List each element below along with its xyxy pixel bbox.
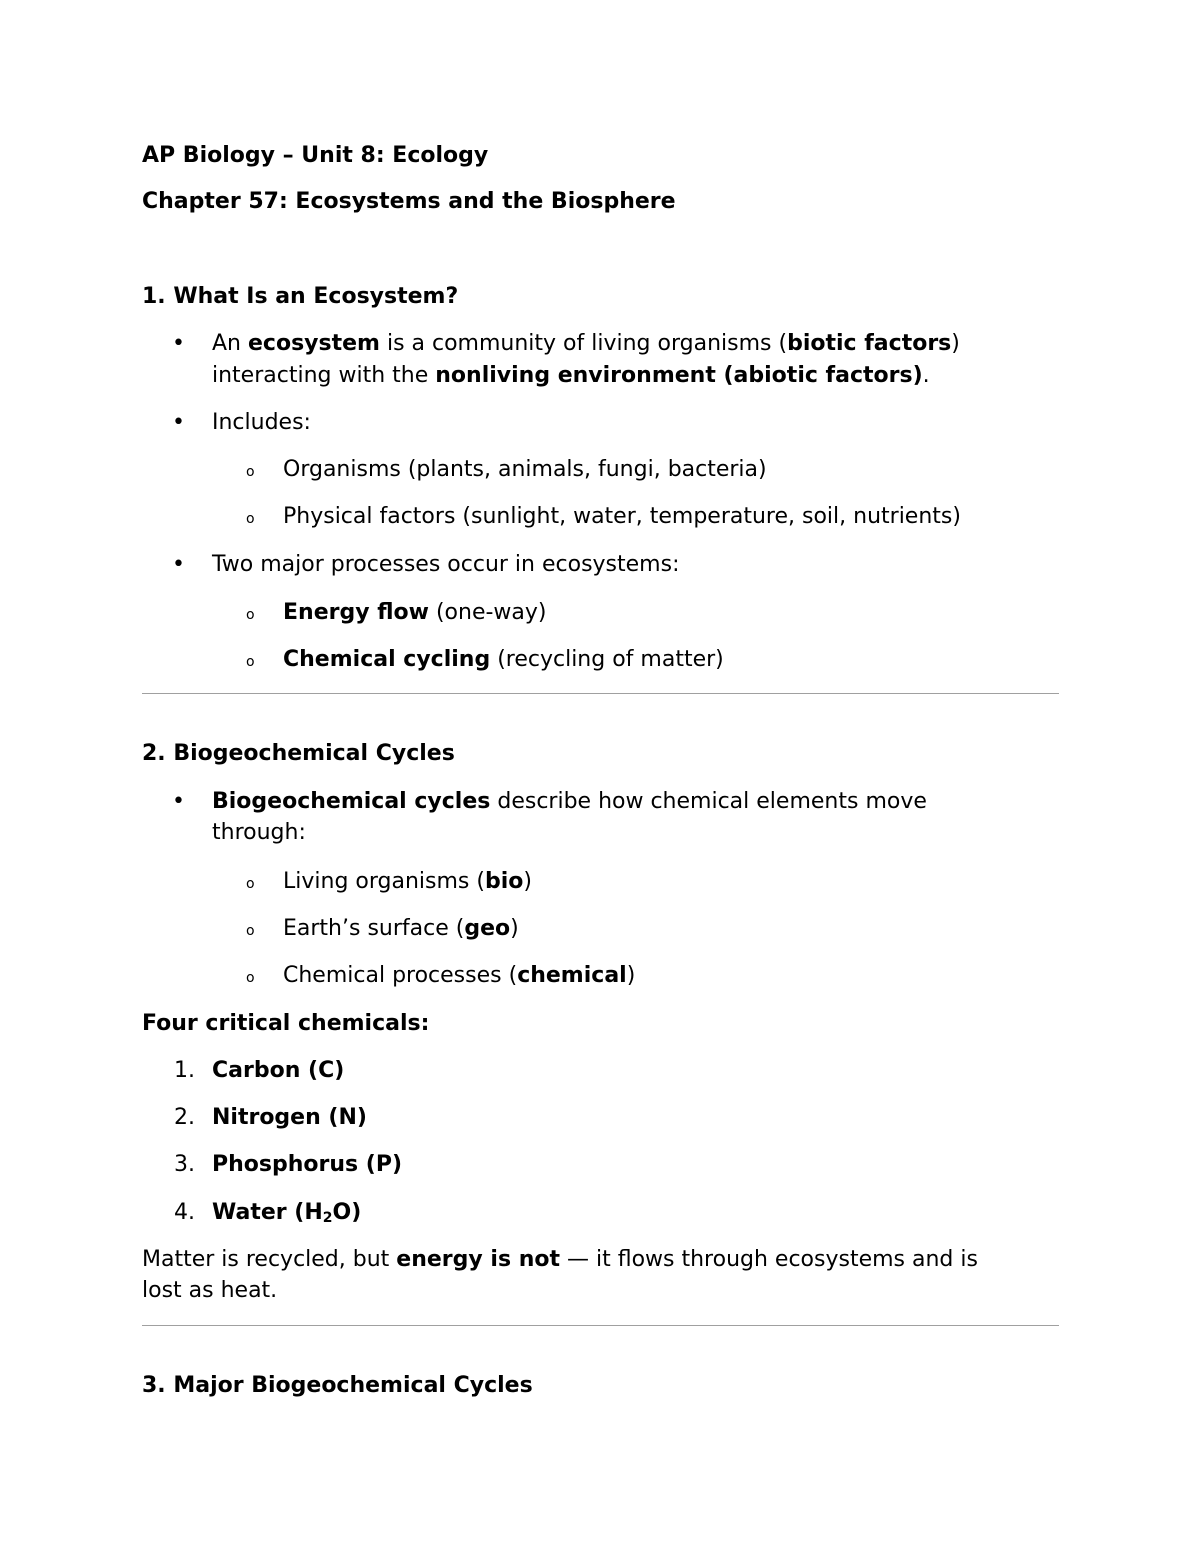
text-run: — it flows through ecosystems and is <box>560 1247 978 1272</box>
document-title: AP Biology – Unit 8: Ecology <box>142 143 489 168</box>
section-1-bullet-1-cont <box>212 360 1058 392</box>
sub-bullet-marker: o <box>246 607 255 623</box>
section-1-bullet-3: Two major processes occur in ecosystems: <box>212 552 680 577</box>
section-1-sub-2: Physical factors (sunlight, water, temperature, soil, nutrients) <box>283 504 961 529</box>
text-run: ) <box>523 869 532 894</box>
closing-paragraph <box>142 1244 1058 1276</box>
sub-bullet-marker: o <box>246 876 255 892</box>
text-run: (recycling of matter) <box>490 647 724 672</box>
term-energy-flow: Energy flow <box>283 600 429 625</box>
horizontal-rule <box>142 693 1059 694</box>
text-run: ) <box>951 331 960 356</box>
bullet-marker: • <box>172 789 185 814</box>
term-biotic-factors: biotic factors <box>787 331 952 356</box>
horizontal-rule <box>142 1325 1059 1326</box>
sub-bullet-marker: o <box>246 464 255 480</box>
section-1-bullet-1 <box>212 328 1058 360</box>
text-run: Water (H <box>212 1200 323 1225</box>
section-2-sub-2 <box>283 913 1058 945</box>
term-energy-is-not: energy is not <box>396 1247 560 1272</box>
text-run: . <box>922 363 930 388</box>
section-1-sub-3 <box>283 597 1058 629</box>
section-1-sub-1: Organisms (plants, animals, fungi, bacteria) <box>283 457 767 482</box>
sub-bullet-marker: o <box>246 923 255 939</box>
four-chemicals-heading: Four critical chemicals: <box>142 1011 430 1036</box>
list-number: 2. <box>174 1105 195 1130</box>
text-run: (one-way) <box>428 600 547 625</box>
subscript: 2 <box>322 1210 333 1226</box>
term-ecosystem: ecosystem <box>248 331 380 356</box>
text-run: O) <box>332 1200 362 1225</box>
section-2-bullet-1 <box>212 786 1058 818</box>
term-abiotic-factors: nonliving environment (abiotic factors) <box>435 363 923 388</box>
term-geo: geo <box>464 916 511 941</box>
text-run: interacting with the <box>212 363 436 388</box>
list-item-water <box>212 1197 1058 1229</box>
bullet-marker: • <box>172 552 185 577</box>
list-number: 3. <box>174 1152 195 1177</box>
section-1-bullet-2: Includes: <box>212 410 311 435</box>
closing-paragraph-cont: lost as heat. <box>142 1278 278 1303</box>
section-2-heading: 2. Biogeochemical Cycles <box>142 741 455 766</box>
section-2-sub-1 <box>283 866 1058 898</box>
sub-bullet-marker: o <box>246 654 255 670</box>
term-chemical-cycling: Chemical cycling <box>283 647 491 672</box>
list-item-phosphorus: Phosphorus (P) <box>212 1152 403 1177</box>
text-run: Earth’s surface ( <box>283 916 465 941</box>
section-2-bullet-1-cont: through: <box>212 820 306 845</box>
section-2-sub-3 <box>283 960 1058 992</box>
bullet-marker: • <box>172 331 185 356</box>
text-run: ) <box>510 916 519 941</box>
text-run: describe how chemical elements move <box>490 789 927 814</box>
list-item-nitrogen: Nitrogen (N) <box>212 1105 367 1130</box>
term-chemical: chemical <box>517 963 627 988</box>
section-1-sub-4 <box>283 644 1058 676</box>
text-run: ) <box>626 963 636 988</box>
text-run: An <box>212 331 248 356</box>
text-run: Chemical processes ( <box>283 963 518 988</box>
bullet-marker: • <box>172 410 185 435</box>
list-number: 4. <box>174 1200 195 1225</box>
list-number: 1. <box>174 1058 195 1083</box>
text-run: is a community of living organisms ( <box>379 331 788 356</box>
list-item-carbon: Carbon (C) <box>212 1058 345 1083</box>
text-run: Living organisms ( <box>283 869 485 894</box>
text-run: Matter is recycled, but <box>142 1247 397 1272</box>
chapter-title: Chapter 57: Ecosystems and the Biosphere <box>142 189 676 214</box>
section-1-heading: 1. What Is an Ecosystem? <box>142 284 459 309</box>
term-bio: bio <box>484 869 524 894</box>
term-biogeochemical-cycles: Biogeochemical cycles <box>212 789 491 814</box>
section-3-heading: 3. Major Biogeochemical Cycles <box>142 1373 533 1398</box>
sub-bullet-marker: o <box>246 511 255 527</box>
sub-bullet-marker: o <box>246 970 255 986</box>
